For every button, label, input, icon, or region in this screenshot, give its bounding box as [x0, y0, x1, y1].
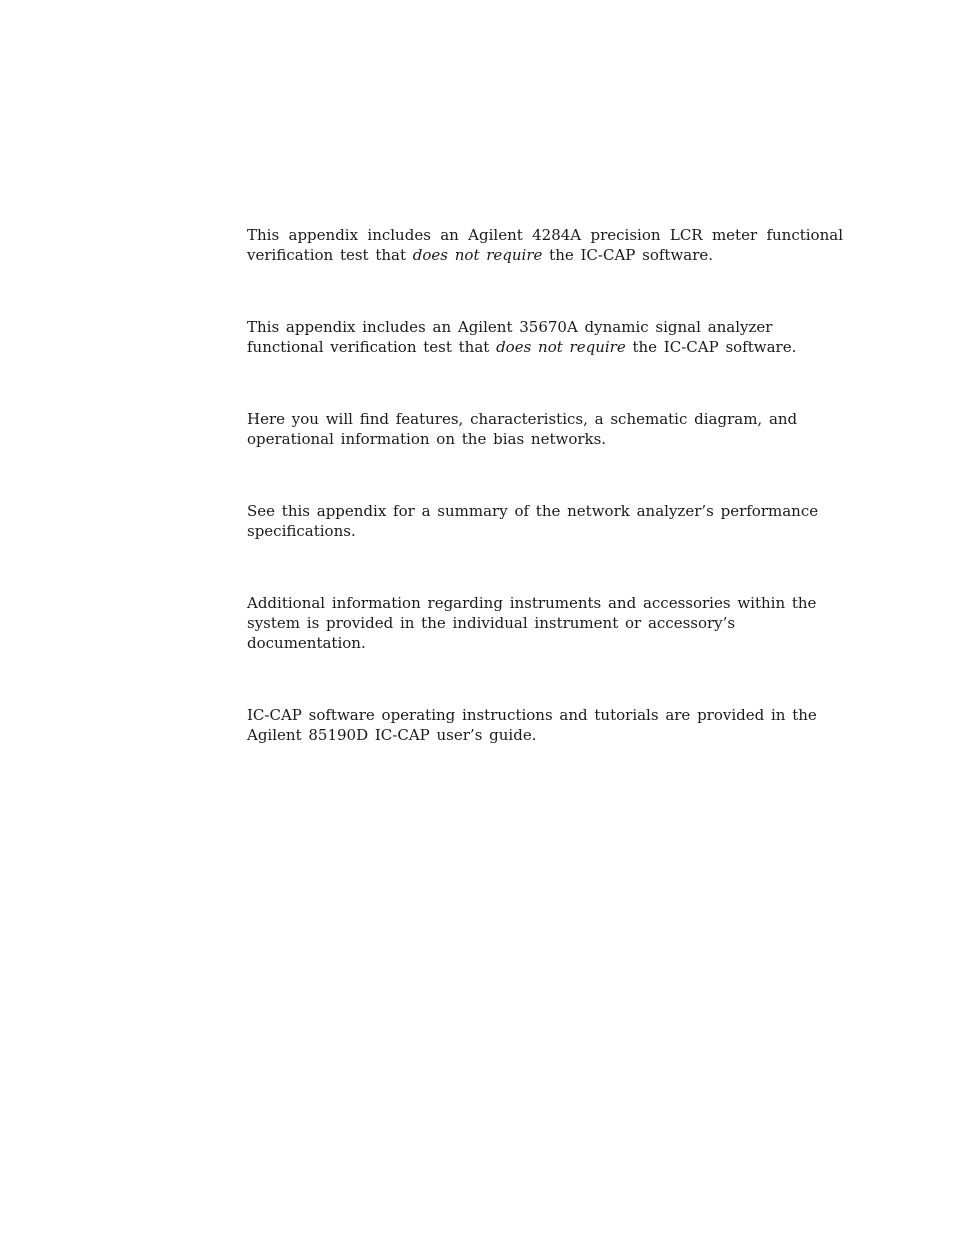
line-text: verification test that [247, 246, 413, 264]
paragraph-additional-information [247, 593, 843, 653]
paragraph-line: See this appendix for a summary of the network analyzer’s performance [247, 502, 819, 520]
line-text: functional verification test that [247, 338, 497, 356]
paragraph-line: Additional information regarding instruments and accessories within the [247, 594, 817, 612]
paragraph-line: operational information on the bias networks. [247, 430, 607, 448]
emphasis-text: does not require [496, 338, 626, 356]
paragraph-35670a-verification [247, 317, 843, 357]
paragraph-line: This appendix includes an Agilent 35670A dynamic signal analyzer [247, 318, 773, 336]
paragraph-line [247, 245, 843, 265]
paragraph-line: IC-CAP software operating instructions and tutorials are provided in the [247, 706, 817, 724]
paragraph-network-analyzer-specs [247, 501, 843, 541]
paragraph-bias-networks [247, 409, 843, 449]
paragraph-line: Here you will find features, characteristics, a schematic diagram, and [247, 410, 798, 428]
paragraph-line: system is provided in the individual instrument or accessory’s [247, 614, 736, 632]
paragraph-line: Agilent 85190D IC-CAP user’s guide. [247, 726, 537, 744]
paragraph-line: specifications. [247, 522, 356, 540]
paragraph-line: documentation. [247, 634, 366, 652]
line-text: the IC-CAP software. [625, 338, 797, 356]
paragraph-4284a-verification [247, 225, 843, 265]
paragraph-line: This appendix includes an Agilent 4284A precision LCR meter functional [247, 226, 843, 244]
paragraph-line [247, 337, 843, 357]
line-text: the IC-CAP software. [542, 246, 714, 264]
emphasis-text: does not require [412, 246, 543, 264]
paragraph-ic-cap-software [247, 705, 843, 745]
